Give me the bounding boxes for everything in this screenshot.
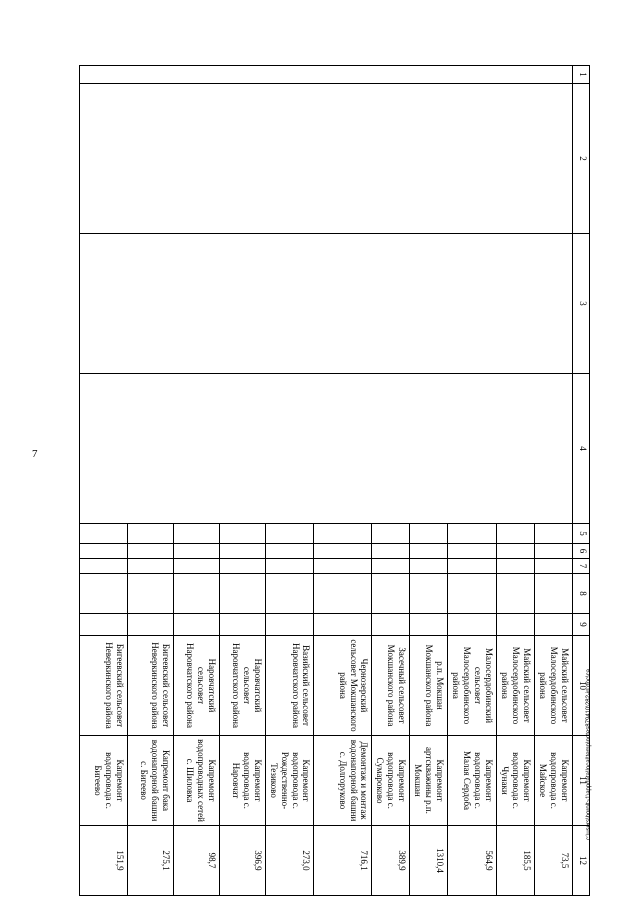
header-cell: 2 bbox=[573, 84, 590, 234]
work-cell: Капремонт водопровода с. Чунаки bbox=[497, 736, 535, 826]
empty-cell bbox=[219, 544, 265, 559]
empty-cell bbox=[535, 574, 573, 614]
header-cell: 1 bbox=[573, 66, 590, 84]
amount-cell: 185,5 bbox=[497, 826, 535, 896]
empty-cell bbox=[79, 559, 127, 574]
municipality-cell: Вазийский сельсовет Наровчатского района bbox=[265, 636, 314, 736]
municipality-cell: Наровчатский сельсовет Наровчатского района bbox=[219, 636, 265, 736]
work-cell: Капремонт водопровода с. Наровчат bbox=[219, 736, 265, 826]
empty-cell bbox=[372, 559, 410, 574]
empty-cell bbox=[497, 544, 535, 559]
empty-cell bbox=[497, 559, 535, 574]
empty-cell bbox=[410, 559, 448, 574]
empty-cell bbox=[535, 524, 573, 544]
empty-cell bbox=[219, 574, 265, 614]
empty-cell bbox=[79, 544, 127, 559]
header-cell: 4 bbox=[573, 374, 590, 524]
municipality-cell: Наровчатский сельсовет Наровчатского района bbox=[173, 636, 219, 736]
empty-cell bbox=[535, 544, 573, 559]
amount-cell: 273,0 bbox=[265, 826, 314, 896]
empty-cell bbox=[265, 614, 314, 636]
footer-file-path: c:\users\borolt~1\appdata\local\temp\notes879410\282-in.doc\ca bbox=[586, 669, 592, 840]
empty-cell bbox=[497, 524, 535, 544]
empty-cell bbox=[314, 559, 372, 574]
empty-cell bbox=[497, 574, 535, 614]
amount-cell: 1310,4 bbox=[410, 826, 448, 896]
empty-cell bbox=[372, 544, 410, 559]
empty-cell bbox=[314, 574, 372, 614]
amount-cell: 73,5 bbox=[535, 826, 573, 896]
empty-cell bbox=[127, 524, 173, 544]
empty-cell bbox=[314, 544, 372, 559]
amount-cell: 275,1 bbox=[127, 826, 173, 896]
empty-cell bbox=[79, 66, 572, 84]
header-cell: 10 bbox=[573, 636, 590, 736]
header-cell: 6 bbox=[573, 544, 590, 559]
amount-cell: 396,9 bbox=[219, 826, 265, 896]
empty-cell bbox=[448, 614, 497, 636]
empty-cell bbox=[79, 234, 572, 374]
empty-cell bbox=[219, 524, 265, 544]
empty-cell bbox=[79, 574, 127, 614]
page-number: 7 bbox=[32, 448, 38, 460]
municipality-cell: Бигеевский сельсовет Неверкинского района bbox=[127, 636, 173, 736]
header-cell: 8 bbox=[573, 574, 590, 614]
work-cell: Капремонт водопроводных сетей с. Шиловка bbox=[173, 736, 219, 826]
empty-cell bbox=[173, 559, 219, 574]
empty-cell bbox=[219, 614, 265, 636]
empty-cell bbox=[265, 524, 314, 544]
work-cell: Демонтаж и монтаж водонапорной башни с. Долгоруково bbox=[314, 736, 372, 826]
rotated-sheet bbox=[70, 40, 590, 910]
empty-cell bbox=[448, 559, 497, 574]
municipality-cell: Малосердобинский сельсовет Малосердобинского района bbox=[448, 636, 497, 736]
empty-cell bbox=[448, 574, 497, 614]
empty-cell bbox=[314, 614, 372, 636]
empty-cell bbox=[314, 524, 372, 544]
work-cell: Капремонт водопровода с. Бигеево bbox=[79, 736, 127, 826]
empty-cell bbox=[410, 574, 448, 614]
data-table bbox=[79, 65, 590, 896]
header-cell: 12 bbox=[573, 826, 590, 896]
empty-cell bbox=[127, 614, 173, 636]
empty-cell bbox=[79, 614, 127, 636]
header-cell: 9 bbox=[573, 614, 590, 636]
empty-cell bbox=[173, 524, 219, 544]
work-cell: Капремонт водопровода с. Малая Сердоба bbox=[448, 736, 497, 826]
header-cell: 3 bbox=[573, 234, 590, 374]
empty-cell bbox=[448, 524, 497, 544]
municipality-cell: Майский сельсовет Малосердобинского района bbox=[497, 636, 535, 736]
work-cell: Капремонт бака водонапорной башни с. Бигеево bbox=[127, 736, 173, 826]
empty-cell bbox=[265, 574, 314, 614]
empty-cell bbox=[219, 559, 265, 574]
amount-cell: 716,1 bbox=[314, 826, 372, 896]
municipality-cell: Чернозерский сельсовет Мокшанского района bbox=[314, 636, 372, 736]
empty-cell bbox=[410, 614, 448, 636]
empty-cell bbox=[410, 544, 448, 559]
empty-cell bbox=[372, 614, 410, 636]
header-cell: 5 bbox=[573, 524, 590, 544]
empty-cell bbox=[535, 559, 573, 574]
municipality-cell: Засечный сельсовет Мокшанского района bbox=[372, 636, 410, 736]
empty-cell bbox=[79, 84, 572, 234]
amount-cell: 151,9 bbox=[79, 826, 127, 896]
header-cell: 7 bbox=[573, 559, 590, 574]
empty-cell bbox=[497, 614, 535, 636]
table-row bbox=[535, 66, 573, 896]
empty-cell bbox=[448, 544, 497, 559]
empty-cell bbox=[372, 574, 410, 614]
work-cell: Капремонт артскважины р.п. Мокшан bbox=[410, 736, 448, 826]
municipality-cell: Майский сельсовет Малосердобинского района bbox=[535, 636, 573, 736]
work-cell: Капремонт водопровода с. Рождественно-Тезиково bbox=[265, 736, 314, 826]
municipality-cell: Бигеевский сельсовет Неверкинского района bbox=[79, 636, 127, 736]
header-cell: 11 bbox=[573, 736, 590, 826]
empty-cell bbox=[79, 374, 572, 524]
empty-cell bbox=[127, 559, 173, 574]
amount-cell: 564,9 bbox=[448, 826, 497, 896]
empty-cell bbox=[535, 614, 573, 636]
empty-cell bbox=[173, 574, 219, 614]
empty-cell bbox=[265, 559, 314, 574]
empty-cell bbox=[127, 574, 173, 614]
work-cell: Капремонт водопровода с. Сумароково bbox=[372, 736, 410, 826]
empty-cell bbox=[173, 614, 219, 636]
empty-cell bbox=[372, 524, 410, 544]
amount-cell: 98,7 bbox=[173, 826, 219, 896]
work-cell: Капремонт водопровода с. Майское bbox=[535, 736, 573, 826]
empty-cell bbox=[127, 544, 173, 559]
empty-cell bbox=[173, 544, 219, 559]
empty-cell bbox=[265, 544, 314, 559]
empty-cell bbox=[410, 524, 448, 544]
municipality-cell: р.п. Мокшан Мокшанского района bbox=[410, 636, 448, 736]
empty-cell bbox=[79, 524, 127, 544]
amount-cell: 389,9 bbox=[372, 826, 410, 896]
